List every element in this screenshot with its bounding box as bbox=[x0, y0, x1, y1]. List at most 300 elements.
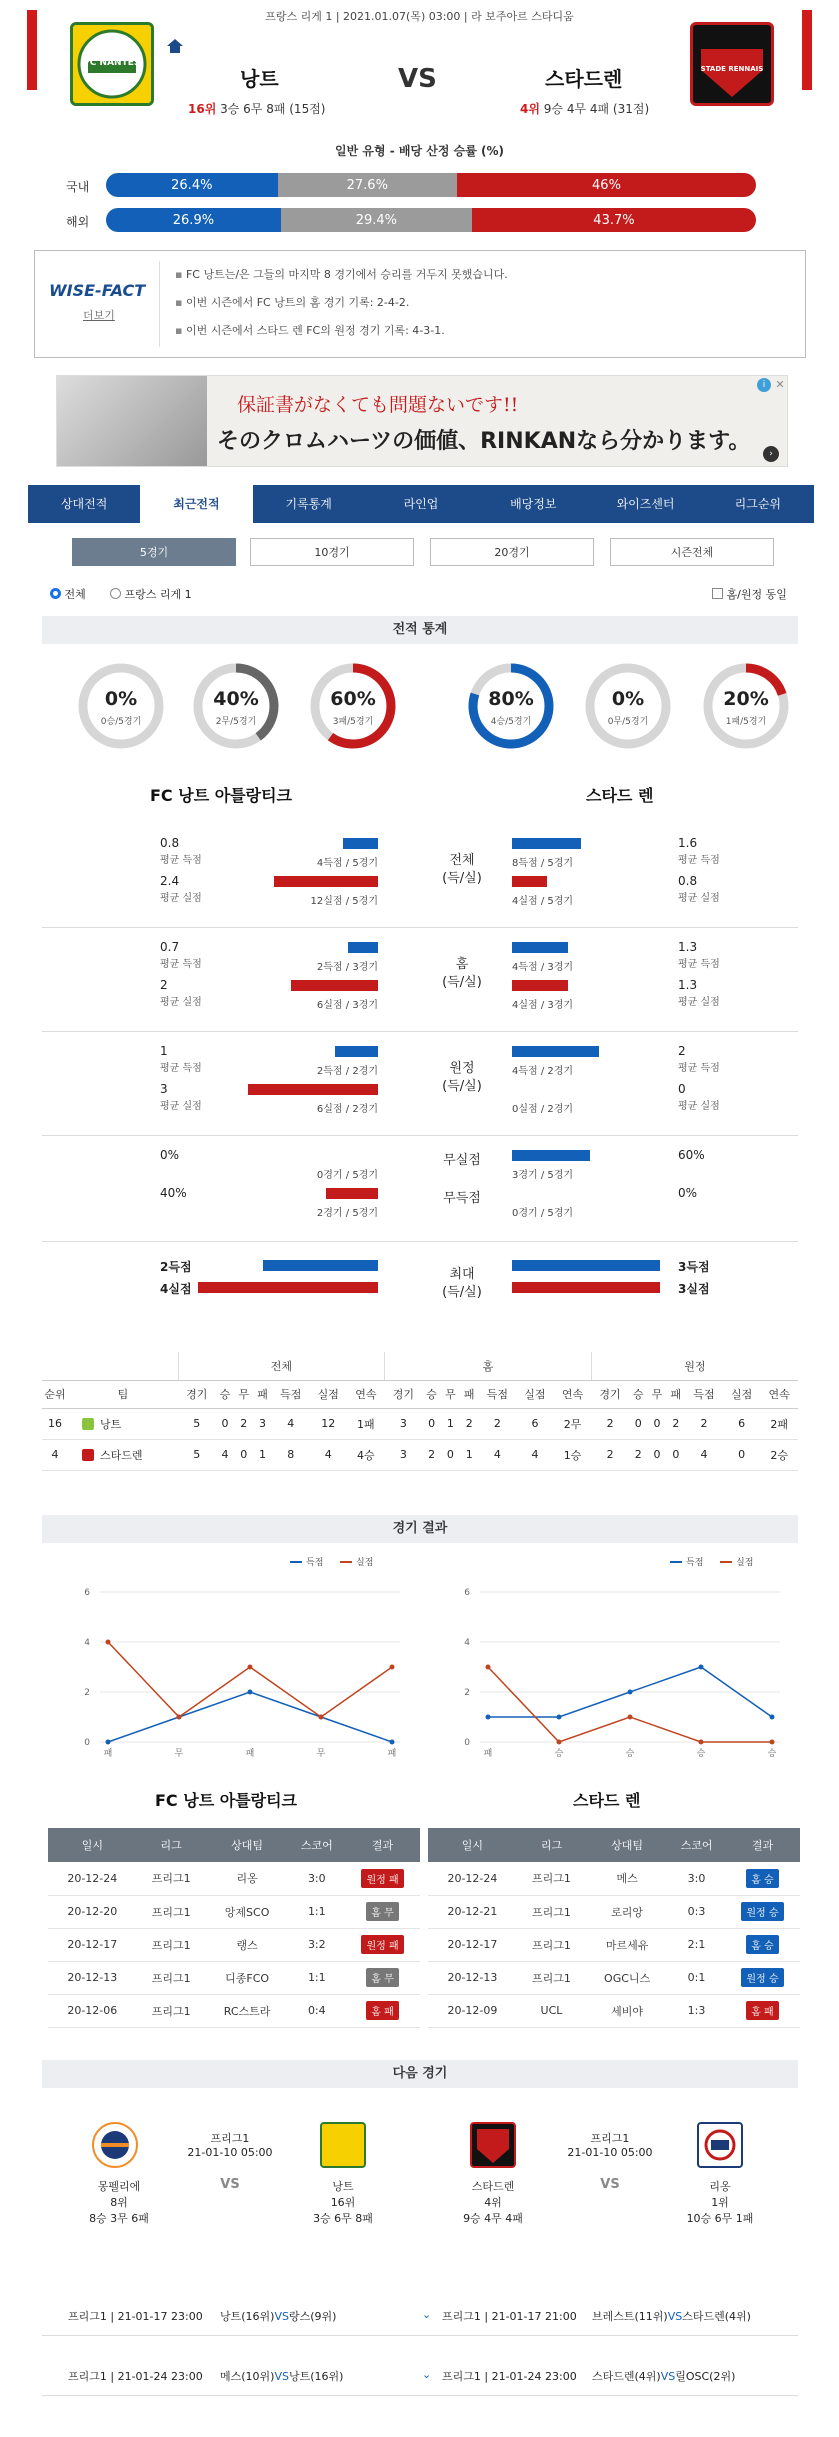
results-col-head: 결과 bbox=[345, 1828, 420, 1862]
ad-next-icon[interactable]: › bbox=[763, 446, 779, 462]
away-stat-bar bbox=[512, 1046, 599, 1057]
results-cell bbox=[345, 1928, 420, 1961]
montpellier-logo[interactable] bbox=[92, 2122, 138, 2168]
home-team-record bbox=[188, 100, 325, 117]
standings-col-head: 득점 bbox=[272, 1380, 310, 1408]
standings-col-head: 무 bbox=[441, 1380, 460, 1408]
home-stat-value: 0.7 bbox=[160, 940, 180, 954]
ad-banner[interactable] bbox=[56, 375, 788, 467]
next-left-info bbox=[180, 2130, 280, 2192]
x-tick-label: 패 bbox=[387, 1749, 397, 1759]
away-clean-bar bbox=[512, 1150, 590, 1161]
home-team-full-name-results: FC 낭트 아틀랑티크 bbox=[155, 1791, 298, 1810]
home-team-full-name: FC 낭트 아틀랑티크 bbox=[150, 786, 293, 805]
away-clean-value: 0% bbox=[678, 1186, 698, 1200]
standings-col-head: 실점 bbox=[516, 1380, 554, 1408]
away-stat-caption: 4득점 / 2경기 bbox=[512, 1066, 574, 1077]
standings-cell: 2 bbox=[666, 1408, 685, 1439]
win-rate-donut bbox=[307, 660, 399, 752]
home-away-label: 홈/원정 동일 bbox=[726, 588, 787, 601]
wise-fact-more-link[interactable]: 더보기 bbox=[83, 309, 115, 322]
clean-label: 무실점 bbox=[443, 1153, 481, 1168]
standings-col-head: 경기 bbox=[591, 1380, 629, 1408]
data-point bbox=[248, 1690, 253, 1695]
results-cell: 20-12-24 bbox=[48, 1862, 137, 1895]
standings-cell: 4승 bbox=[347, 1439, 385, 1470]
donut-percent: 20% bbox=[723, 688, 769, 710]
standings-cell: 1 bbox=[253, 1439, 272, 1470]
home-team-name[interactable]: 낭트 bbox=[240, 67, 279, 91]
results-cell: RC스트라 bbox=[206, 1994, 289, 2027]
data-point bbox=[319, 1715, 324, 1720]
table-row[interactable] bbox=[48, 1895, 420, 1928]
results-cell: 20-12-21 bbox=[428, 1895, 517, 1928]
chevron-down-icon[interactable]: ⌄ bbox=[422, 2368, 432, 2381]
donut-sub: 0승/5경기 bbox=[100, 717, 142, 727]
results-col-head: 리그 bbox=[137, 1828, 206, 1862]
home-stat-value: 2 bbox=[160, 978, 168, 992]
away-stat-bar bbox=[512, 942, 568, 953]
stat-group bbox=[42, 1034, 798, 1136]
win-rate-donut bbox=[582, 660, 674, 752]
datetime: 21-01-10 05:00 bbox=[187, 2146, 273, 2159]
results-cell: 프리그1 bbox=[517, 1895, 586, 1928]
results-cell: 프리그1 bbox=[517, 1961, 586, 1994]
group-head-all: 전체 bbox=[178, 1352, 385, 1380]
standings-cell: 2무 bbox=[554, 1408, 592, 1439]
away-stat-value: 0 bbox=[678, 1082, 686, 1096]
result-badge: 홈 승 bbox=[746, 1935, 779, 1954]
rennes-logo-small[interactable] bbox=[470, 2122, 516, 2168]
y-tick-label: 0 bbox=[464, 1738, 470, 1748]
filter-season[interactable]: 시즌전체 bbox=[610, 538, 774, 566]
lyon-logo[interactable] bbox=[697, 2122, 743, 2168]
league: 프리그1 bbox=[590, 2132, 630, 2145]
next-left-team2 bbox=[298, 2178, 388, 2226]
league: 프리그1 bbox=[210, 2132, 250, 2145]
away-stat-label: 평균 득점 bbox=[678, 1063, 720, 1074]
standings-cell: 1 bbox=[441, 1408, 460, 1439]
results-cell: 20-12-09 bbox=[428, 1994, 517, 2027]
standings-cell: 0 bbox=[648, 1439, 667, 1470]
donut-percent: 40% bbox=[213, 688, 259, 710]
win-rate-donut bbox=[190, 660, 282, 752]
fixture-team: 랑스(9위) bbox=[288, 2310, 337, 2323]
fixture-right-teams bbox=[592, 2368, 735, 2384]
standings-cell: 2 bbox=[422, 1439, 441, 1470]
home-icon[interactable] bbox=[166, 38, 184, 54]
away-team-full-name-results: 스타드 렌 bbox=[573, 1791, 641, 1810]
tab-recent[interactable]: 최근전적 bbox=[140, 485, 252, 523]
results-cell: 프리그1 bbox=[517, 1862, 586, 1895]
data-point bbox=[106, 1640, 111, 1645]
data-point bbox=[770, 1715, 775, 1720]
results-cell: 20-12-17 bbox=[428, 1928, 517, 1961]
away-stat-label: 평균 득점 bbox=[678, 959, 720, 970]
fixture-right-meta: 프리그1 | 21-01-17 21:00 bbox=[442, 2310, 577, 2323]
table-row[interactable] bbox=[48, 1994, 420, 2027]
standings-cell: 4 bbox=[685, 1439, 723, 1470]
team-name: 리옹 bbox=[709, 2180, 731, 2193]
home-stat-label: 평균 실점 bbox=[160, 997, 202, 1008]
home-stat-caption: 6실점 / 2경기 bbox=[316, 1104, 378, 1115]
ad-line-2: そのクロムハーツの価値、RINKANなら分かります。 bbox=[217, 429, 751, 454]
team-record: 10승 6무 1패 bbox=[686, 2212, 754, 2225]
data-point bbox=[699, 1665, 704, 1670]
home-stat-bar bbox=[274, 876, 378, 887]
odds-home-segment: 26.9% bbox=[106, 208, 281, 232]
standings-cell: 2 bbox=[460, 1408, 479, 1439]
next-left-team1 bbox=[74, 2178, 164, 2226]
data-point bbox=[699, 1740, 704, 1745]
x-tick-label: 승 bbox=[696, 1749, 706, 1759]
home-max-bar bbox=[198, 1282, 378, 1293]
odds-away-segment: 43.7% bbox=[472, 208, 756, 232]
away-max-bar bbox=[512, 1282, 660, 1293]
away-record-text: 9승 4무 4패 (31점) bbox=[543, 102, 650, 116]
tab-wise-center[interactable]: 와이즈센터 bbox=[616, 497, 675, 511]
team-cell[interactable] bbox=[68, 1408, 178, 1439]
legend-label: 실점 bbox=[356, 1558, 374, 1568]
wise-fact-box bbox=[34, 250, 806, 358]
group-head-home: 홈 bbox=[385, 1352, 592, 1380]
table-row[interactable] bbox=[428, 1961, 800, 1994]
results-cell: 1:3 bbox=[668, 1994, 725, 2027]
y-tick-label: 6 bbox=[84, 1588, 90, 1598]
fixture-right-meta: 프리그1 | 21-01-24 23:00 bbox=[442, 2370, 577, 2383]
result-badge: 홈 패 bbox=[366, 2001, 399, 2020]
y-tick-label: 6 bbox=[464, 1588, 470, 1598]
standings-cell: 2 bbox=[685, 1408, 723, 1439]
data-point bbox=[390, 1665, 395, 1670]
fixture-team: 스타드렌(4위) bbox=[682, 2310, 751, 2323]
data-point bbox=[557, 1715, 562, 1720]
y-tick-label: 2 bbox=[464, 1688, 470, 1698]
results-cell bbox=[725, 1862, 800, 1895]
filter-10-games[interactable]: 10경기 bbox=[250, 538, 414, 566]
ad-close-icon[interactable]: ✕ bbox=[775, 378, 785, 391]
donut-sub: 2무/5경기 bbox=[215, 717, 257, 727]
results-cell bbox=[345, 1994, 420, 2027]
divider bbox=[159, 261, 160, 347]
home-stat-caption: 2득점 / 2경기 bbox=[316, 1066, 378, 1077]
legend-label: 실점 bbox=[736, 1558, 754, 1568]
standings-col-head: 경기 bbox=[178, 1380, 216, 1408]
results-cell: 3:0 bbox=[668, 1862, 725, 1895]
data-point bbox=[770, 1740, 775, 1745]
away-stat-label: 평균 실점 bbox=[678, 1101, 720, 1112]
away-max-value: 3득점 bbox=[678, 1260, 710, 1274]
ad-image bbox=[57, 376, 207, 466]
stat-group-label: 원정 (득/실) bbox=[442, 1061, 482, 1094]
standings-cell: 6 bbox=[723, 1408, 761, 1439]
stat-group-label: 전체 (득/실) bbox=[442, 853, 482, 886]
odds-bar-foreign bbox=[106, 208, 756, 232]
ad-info-icon[interactable]: i bbox=[757, 378, 771, 392]
results-cell: UCL bbox=[517, 1994, 586, 2027]
results-cell: 로리앙 bbox=[586, 1895, 668, 1928]
table-row[interactable] bbox=[42, 1408, 798, 1439]
chevron-down-icon[interactable]: ⌄ bbox=[422, 2308, 432, 2321]
wise-fact-list bbox=[175, 261, 508, 345]
x-tick-label: 승 bbox=[554, 1749, 564, 1759]
standings-col-head: 패 bbox=[460, 1380, 479, 1408]
series-line-실점 bbox=[488, 1667, 772, 1742]
table-row[interactable] bbox=[48, 1862, 420, 1895]
table-row[interactable] bbox=[428, 1928, 800, 1961]
table-row[interactable] bbox=[48, 1961, 420, 1994]
standings-col-head: 연속 bbox=[347, 1380, 385, 1408]
away-stat-caption: 4실점 / 3경기 bbox=[512, 1000, 574, 1011]
y-tick-label: 4 bbox=[464, 1638, 470, 1648]
x-tick-label: 승 bbox=[767, 1749, 777, 1759]
donut-percent: 60% bbox=[330, 688, 376, 710]
home-clean-value: 40% bbox=[160, 1186, 187, 1200]
odds-draw-segment: 29.4% bbox=[281, 208, 472, 232]
standings-col-head: 득점 bbox=[479, 1380, 517, 1408]
home-record-text: 3승 6무 8패 (15점) bbox=[220, 102, 326, 116]
fixture-team: 브레스트(11위) bbox=[592, 2310, 668, 2323]
standings-cell: 2 bbox=[591, 1408, 629, 1439]
results-col-head: 스코어 bbox=[288, 1828, 345, 1862]
away-stat-bar bbox=[512, 876, 547, 887]
away-stat-value: 1.3 bbox=[678, 978, 698, 992]
results-cell: OGC니스 bbox=[586, 1961, 668, 1994]
x-tick-label: 패 bbox=[103, 1749, 113, 1759]
results-cell bbox=[345, 1961, 420, 1994]
fixture-team: 메스(10위) bbox=[220, 2370, 275, 2383]
away-clean-caption: 3경기 / 5경기 bbox=[512, 1170, 574, 1181]
standings-cell: 6 bbox=[516, 1408, 554, 1439]
rennes-mini-icon bbox=[82, 1449, 94, 1461]
standings-cell: 12 bbox=[310, 1408, 348, 1439]
tab-league-table[interactable]: 리그순위 bbox=[734, 497, 782, 511]
donut-sub: 3패/5경기 bbox=[332, 717, 374, 727]
away-team-logo[interactable] bbox=[690, 22, 774, 106]
away-stat-label: 평균 실점 bbox=[678, 997, 720, 1008]
away-team-full-name: 스타드 렌 bbox=[586, 786, 654, 805]
home-stat-label: 평균 득점 bbox=[160, 959, 202, 970]
table-row[interactable] bbox=[428, 1994, 800, 2027]
standings-cell: 2 bbox=[591, 1439, 629, 1470]
team-rank: 1위 bbox=[711, 2196, 729, 2209]
data-point bbox=[248, 1665, 253, 1670]
data-point bbox=[390, 1740, 395, 1745]
odds-row-label-domestic: 국내 bbox=[66, 180, 90, 194]
results-cell: 마르세유 bbox=[586, 1928, 668, 1961]
win-rate-donut bbox=[465, 660, 557, 752]
results-cell: 세비야 bbox=[586, 1994, 668, 2027]
win-rate-donut bbox=[700, 660, 792, 752]
win-rate-donut bbox=[75, 660, 167, 752]
home-stat-label: 평균 득점 bbox=[160, 855, 202, 866]
vs: VS bbox=[600, 2177, 620, 2192]
home-stat-value: 1 bbox=[160, 1044, 168, 1058]
donut-percent: 0% bbox=[611, 688, 645, 710]
home-stat-caption: 4득점 / 5경기 bbox=[316, 858, 378, 869]
table-row[interactable] bbox=[48, 1928, 420, 1961]
home-stat-caption: 6실점 / 3경기 bbox=[316, 1000, 378, 1011]
legend-label: 득점 bbox=[686, 1558, 704, 1568]
away-clean-value: 60% bbox=[678, 1148, 705, 1162]
results-cell: 20-12-17 bbox=[48, 1928, 137, 1961]
results-header bbox=[48, 1828, 420, 1862]
away-team-name[interactable]: 스타드렌 bbox=[545, 67, 623, 91]
standings-cell: 4 bbox=[272, 1408, 310, 1439]
away-stat-caption: 4득점 / 3경기 bbox=[512, 962, 574, 973]
team-cell[interactable] bbox=[68, 1439, 178, 1470]
nantes-logo-small[interactable] bbox=[320, 2122, 366, 2168]
team-rank: 4위 bbox=[484, 2196, 502, 2209]
standings-cell: 3 bbox=[253, 1408, 272, 1439]
filter-5-games[interactable]: 5경기 bbox=[72, 538, 236, 566]
legend-label: 득점 bbox=[306, 1558, 324, 1568]
standings-col-head: 연속 bbox=[760, 1380, 798, 1408]
tab-odds[interactable]: 배당정보 bbox=[510, 497, 557, 511]
standings-header bbox=[42, 1380, 798, 1408]
results-cell bbox=[345, 1895, 420, 1928]
clean-label: 무득점 bbox=[443, 1191, 481, 1206]
tab-head-to-head[interactable]: 상대전적 bbox=[60, 497, 108, 511]
wise-fact-item: ▪ 이번 시즌에서 FC 낭트의 홈 경기 기록: 2-4-2. bbox=[175, 289, 508, 317]
results-col-head: 리그 bbox=[517, 1828, 586, 1862]
y-tick-label: 4 bbox=[84, 1638, 90, 1648]
series-line-실점 bbox=[108, 1642, 392, 1717]
standings-cell: 16 bbox=[42, 1408, 68, 1439]
fixture-row[interactable] bbox=[42, 2296, 798, 2336]
results-cell: 리옹 bbox=[206, 1862, 289, 1895]
home-max-value: 2득점 bbox=[160, 1260, 192, 1274]
team-name: 낭트 bbox=[332, 2180, 354, 2193]
standings-col-head: 연속 bbox=[554, 1380, 592, 1408]
away-stat-value: 2 bbox=[678, 1044, 686, 1058]
fixture-vs: VS bbox=[660, 2370, 676, 2383]
main-tabs bbox=[28, 485, 814, 523]
home-stat-caption: 2득점 / 3경기 bbox=[316, 962, 378, 973]
home-clean-caption: 2경기 / 5경기 bbox=[316, 1208, 378, 1219]
results-cell bbox=[725, 1994, 800, 2027]
results-cell: 프리그1 bbox=[137, 1928, 206, 1961]
standings-col-head: 무 bbox=[234, 1380, 253, 1408]
results-cell: 랭스 bbox=[206, 1928, 289, 1961]
y-tick-label: 0 bbox=[84, 1738, 90, 1748]
group-head-away: 원정 bbox=[591, 1352, 798, 1380]
team-name: 스타드렌 bbox=[471, 2180, 515, 2193]
results-cell bbox=[345, 1862, 420, 1895]
home-stat-label: 평균 득점 bbox=[160, 1063, 202, 1074]
filter-20-games[interactable]: 20경기 bbox=[430, 538, 594, 566]
odds-title: 일반 유형 - 배당 산정 승률 (%) bbox=[335, 144, 504, 158]
ad-line-1: 保証書がなくても問題ないです!! bbox=[237, 394, 519, 416]
data-point bbox=[628, 1715, 633, 1720]
standings-cell: 3 bbox=[385, 1439, 423, 1470]
away-stat-caption: 4실점 / 5경기 bbox=[512, 896, 574, 907]
away-stat-label: 평균 득점 bbox=[678, 855, 720, 866]
away-stat-caption: 8득점 / 5경기 bbox=[512, 858, 574, 869]
standings-cell: 0 bbox=[216, 1408, 235, 1439]
fixture-row[interactable] bbox=[42, 2356, 798, 2396]
tab-lineup[interactable]: 라인업 bbox=[403, 497, 439, 511]
odds-home-segment: 26.4% bbox=[106, 173, 278, 197]
fixture-vs: VS bbox=[274, 2370, 289, 2383]
clean-sheet-group bbox=[42, 1138, 798, 1242]
result-badge: 홈 무 bbox=[366, 1968, 399, 1987]
table-row[interactable] bbox=[428, 1862, 800, 1895]
scope-league-radio[interactable] bbox=[110, 586, 192, 602]
fixture-left-teams bbox=[220, 2308, 336, 2324]
standings-col-head: 경기 bbox=[385, 1380, 423, 1408]
results-cell: 20-12-13 bbox=[48, 1961, 137, 1994]
results-cell: 앙제SCO bbox=[206, 1895, 289, 1928]
y-tick-label: 2 bbox=[84, 1688, 90, 1698]
results-cell: 프리그1 bbox=[137, 1994, 206, 2027]
results-cell bbox=[725, 1961, 800, 1994]
away-max-value: 3실점 bbox=[678, 1282, 710, 1296]
scope-all-label: 전체 bbox=[64, 588, 86, 601]
standings-group-header bbox=[42, 1352, 798, 1380]
standings-cell: 2패 bbox=[760, 1408, 798, 1439]
results-cell: 20-12-20 bbox=[48, 1895, 137, 1928]
x-tick-label: 패 bbox=[483, 1749, 493, 1759]
results-header bbox=[428, 1828, 800, 1862]
home-logo-text: FC NANTES bbox=[83, 58, 141, 68]
home-team-logo[interactable] bbox=[70, 22, 154, 106]
table-row[interactable] bbox=[428, 1895, 800, 1928]
home-stat-bar bbox=[248, 1084, 378, 1095]
vs: VS bbox=[220, 2177, 240, 2192]
results-col-head: 결과 bbox=[725, 1828, 800, 1862]
fixture-left-teams bbox=[220, 2368, 343, 2384]
standings-cell: 4 bbox=[216, 1439, 235, 1470]
standings-cell: 0 bbox=[723, 1439, 761, 1470]
next-right-team1 bbox=[448, 2178, 538, 2226]
table-row[interactable] bbox=[42, 1439, 798, 1470]
standings-col-head: 패 bbox=[666, 1380, 685, 1408]
results-col-head: 일시 bbox=[428, 1828, 517, 1862]
results-cell: 프리그1 bbox=[137, 1961, 206, 1994]
standings-cell: 5 bbox=[178, 1408, 216, 1439]
results-cell: 20-12-24 bbox=[428, 1862, 517, 1895]
standings-col-head: 실점 bbox=[310, 1380, 348, 1408]
x-tick-label: 무 bbox=[174, 1749, 184, 1759]
match-info: 프랑스 리게 1 | 2021.01.07(목) 03:00 | 라 보주아르 스타디움 bbox=[265, 10, 574, 23]
fixture-left-meta: 프리그1 | 21-01-17 23:00 bbox=[68, 2310, 203, 2323]
donut-sub: 1패/5경기 bbox=[725, 717, 767, 727]
donut-percent: 80% bbox=[488, 688, 534, 710]
result-badge: 원정 승 bbox=[741, 1902, 783, 1921]
standings-col-head: 승 bbox=[216, 1380, 235, 1408]
team-name: 스타드렌 bbox=[100, 1448, 143, 1462]
standings-cell: 4 bbox=[516, 1439, 554, 1470]
home-stat-bar bbox=[343, 838, 378, 849]
standings-cell: 2승 bbox=[760, 1439, 798, 1470]
standings-cell: 0 bbox=[666, 1439, 685, 1470]
standings-col-head: 무 bbox=[648, 1380, 667, 1408]
team-rank: 8위 bbox=[110, 2196, 128, 2209]
results-col-head: 상대팀 bbox=[206, 1828, 289, 1862]
odds-row-label-foreign: 해외 bbox=[66, 215, 90, 229]
standings-col-head: 실점 bbox=[723, 1380, 761, 1408]
scope-all-radio[interactable] bbox=[50, 586, 86, 602]
home-away-checkbox[interactable] bbox=[712, 586, 787, 602]
away-results-chart bbox=[440, 1552, 800, 1762]
home-clean-value: 0% bbox=[160, 1148, 180, 1162]
tab-stats[interactable]: 기록통계 bbox=[285, 497, 332, 511]
stat-group bbox=[42, 930, 798, 1032]
team-record: 8승 3무 6패 bbox=[89, 2212, 149, 2225]
home-max-bar bbox=[263, 1260, 378, 1271]
standings-cell: 5 bbox=[178, 1439, 216, 1470]
